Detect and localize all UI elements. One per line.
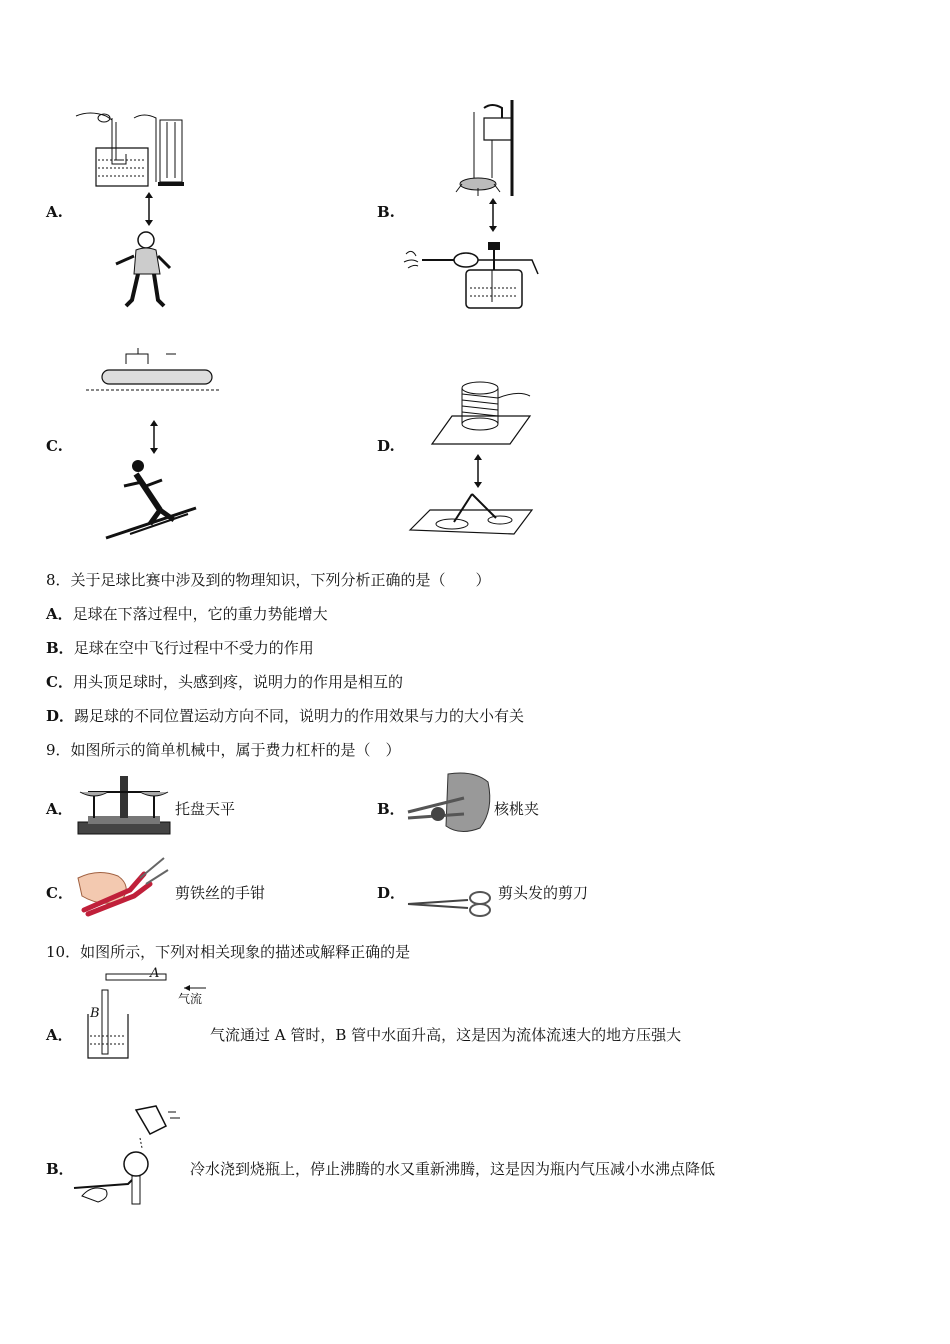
balance-scale-illustration bbox=[74, 770, 174, 836]
boiling-flask-illustration bbox=[70, 1104, 188, 1212]
choice-text: 托盘天平 bbox=[175, 800, 236, 818]
choice-c[interactable] bbox=[46, 671, 403, 692]
nutcracker-illustration bbox=[404, 770, 494, 836]
choice-text: 用头顶足球时，头感到疼，说明力的作用是相互的 bbox=[72, 673, 403, 691]
coil-on-board-illustration bbox=[430, 376, 534, 448]
choice-label: A． bbox=[46, 605, 73, 623]
choice-b[interactable] bbox=[46, 637, 314, 658]
double-arrow-icon bbox=[474, 454, 482, 488]
choice-text: 足球在下落过程中，它的重力势能增大 bbox=[72, 605, 328, 623]
choice-text: 剪铁丝的手钳 bbox=[175, 884, 266, 902]
airflow-label: 气流 bbox=[178, 992, 203, 1006]
choice-text: 核桃夹 bbox=[494, 800, 540, 818]
option-label: B. bbox=[377, 203, 395, 221]
choice-text: 气流通过 A 管时，B 管中水面升高，这是因为流体流速大的地方压强大 bbox=[210, 1026, 682, 1044]
compass-board-illustration bbox=[410, 494, 534, 542]
choice-label: A． bbox=[46, 1026, 73, 1044]
question-stem: 10．如图所示，下列对相关现象的描述或解释正确的是 bbox=[46, 943, 411, 961]
pressure-gauge-illustration bbox=[72, 108, 192, 190]
pliers-illustration bbox=[74, 856, 170, 918]
airflow-tube-illustration bbox=[84, 970, 210, 1062]
double-arrow-icon bbox=[145, 192, 153, 226]
double-arrow-icon bbox=[150, 420, 158, 454]
choice-label: B． bbox=[46, 639, 74, 657]
choice-text: 剪头发的剪刀 bbox=[498, 884, 589, 902]
tube-on-surface-illustration bbox=[86, 348, 220, 396]
option-label: A. bbox=[46, 203, 63, 221]
question-stem: 8．关于足球比赛中涉及到的物理知识，下列分析正确的是（ ） bbox=[46, 571, 491, 589]
steam-apparatus-illustration bbox=[448, 100, 520, 198]
choice-text: 冷水浇到烧瓶上，停止沸腾的水又重新沸腾，这是因为瓶内气压减小水沸点降低 bbox=[190, 1160, 716, 1178]
choice-text: 踢足球的不同位置运动方向不同，说明力的作用效果与力的大小有关 bbox=[74, 707, 525, 725]
choice-label: D． bbox=[377, 884, 406, 902]
choice-label: C． bbox=[46, 884, 73, 902]
skier-illustration bbox=[102, 456, 200, 540]
spray-bottle-illustration bbox=[404, 240, 540, 312]
question-stem: 9．如图所示的简单机械中，属于费力杠杆的是（ ） bbox=[46, 741, 401, 759]
scissors-illustration bbox=[406, 890, 496, 918]
choice-text: 足球在空中飞行过程中不受力的作用 bbox=[73, 639, 314, 657]
choice-a[interactable] bbox=[46, 603, 328, 624]
tube-a-label: A bbox=[150, 966, 160, 981]
choice-label: B． bbox=[46, 1160, 74, 1178]
choice-label: A． bbox=[46, 800, 73, 818]
choice-label: B． bbox=[377, 800, 405, 818]
diver-illustration bbox=[112, 230, 174, 312]
choice-d[interactable] bbox=[46, 705, 524, 726]
double-arrow-icon bbox=[489, 198, 497, 232]
option-label: C. bbox=[46, 437, 63, 455]
tube-b-label: B bbox=[90, 1006, 100, 1021]
choice-label: D． bbox=[46, 707, 75, 725]
choice-label: C． bbox=[46, 673, 73, 691]
option-label: D. bbox=[377, 437, 395, 455]
